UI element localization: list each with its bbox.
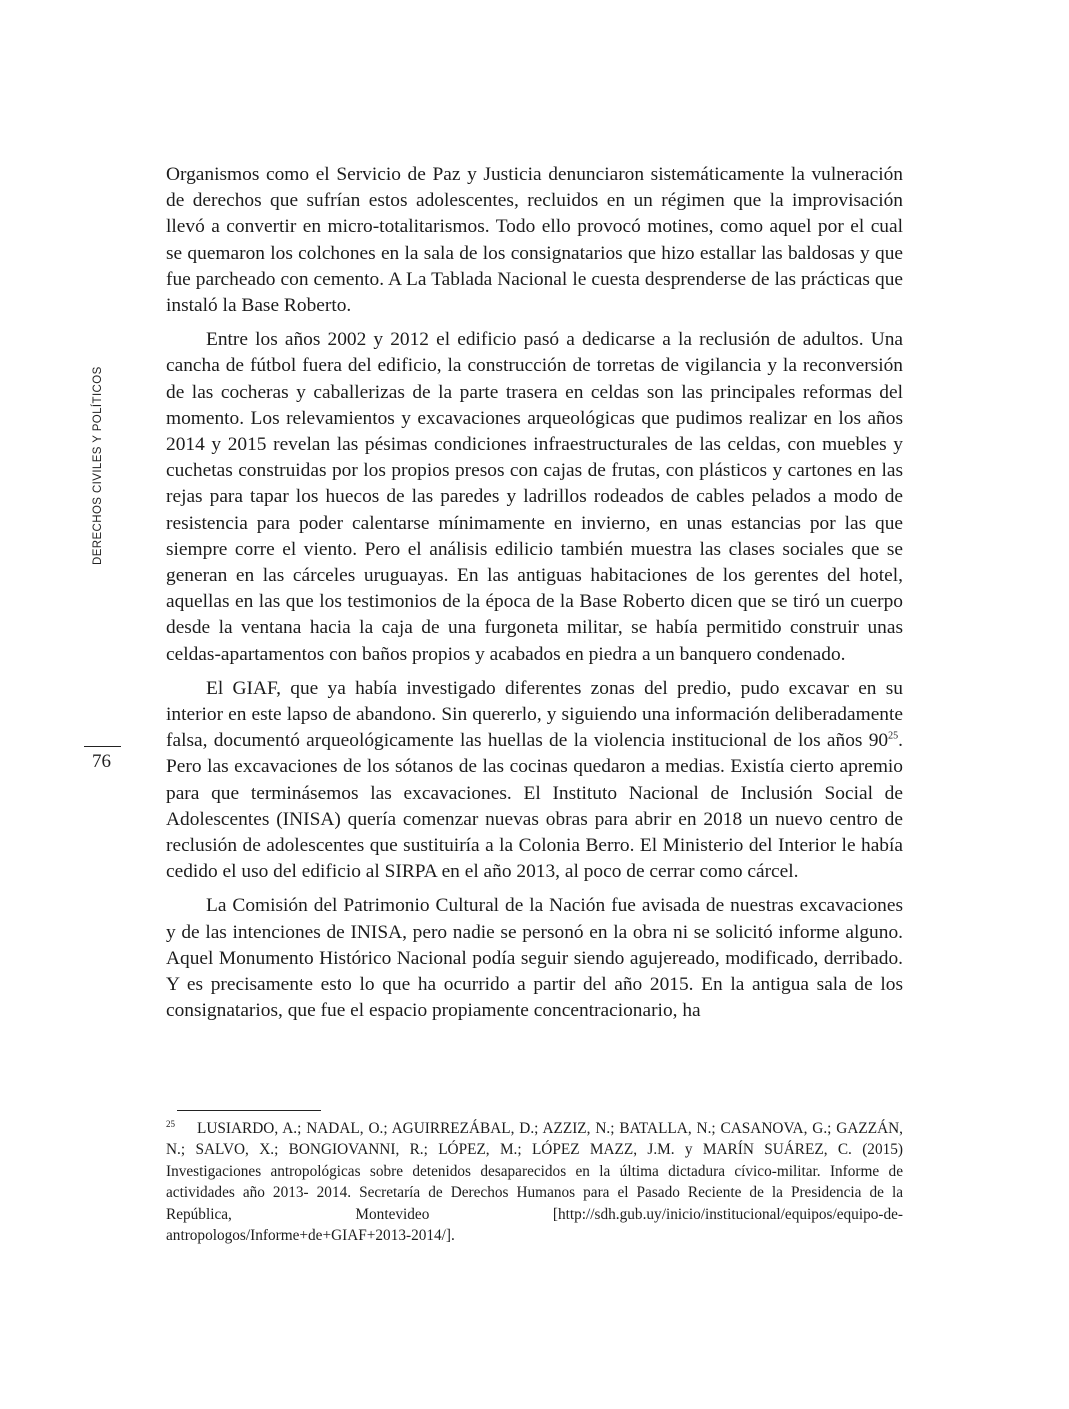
- running-section-title: DERECHOS CIVILES Y POLÍTICOS: [92, 366, 104, 565]
- body-text: [166, 162, 903, 1033]
- footnote: [166, 1118, 903, 1246]
- footnote-separator: [177, 1110, 321, 1111]
- paragraph-3-part-b: . Pero las excavaciones de los sótanos de las cocinas quedaron a medias. Existía cierto apremio para que terminásemos las excavaciones. El Instituto Nacional de Inclusión Social de Adolescentes (INISA) quería comenzar nuevas obras para abrir en 2018 un nuevo centro de reclusión de adolescentes que sustituiría a la Colonia Berro. El Ministerio del Interior le había cedido el uso del edificio al SIRPA en el año 2013, al poco de cerrar como cárcel.: [166, 730, 903, 883]
- footnote-mark: 25: [166, 1118, 175, 1129]
- page-number: 76: [92, 751, 111, 772]
- paragraph-4: La Comisión del Patrimonio Cultural de la Nación fue avisada de nuestras excavaciones y de las intenciones de INISA, pero nadie se personó en la obra ni se solicitó informe alguno. Aquel Monumento Histórico Nacional podía seguir siendo agujereado, modificado, derribado. Y es precisamente esto lo que ha ocurrido a partir del año 2015. En la antigua sala de los consignatarios, que fue el espacio propiamente concentracionario, ha: [166, 895, 903, 1022]
- paragraph-3: [166, 676, 903, 886]
- page-number-rule: [84, 746, 121, 747]
- footnote-text: LUSIARDO, A.; NADAL, O.; AGUIRREZÁBAL, D.; AZZIZ, N.; BATALLA, N.; CASANOVA, G.; GAZZÁN, N.; SALVO, X.; BONGIOVANNI, R.; LÓPEZ, M.; LÓPEZ MAZZ, J.M. y MARÍN SUÁREZ, C. (2015) Investigaciones antropológicas sobre detenidos desaparecidos en la última dictadura cívico-militar. Informe de actividades año 2013- 2014. Secretaría de Derechos Humanos para el Pasado Reciente de la Presidencia de la República, Montevideo [http://sdh.gub.uy/inicio/institucional/equipos/equipo-de-antropologos/Informe+de+GIAF+2013-2014/].: [166, 1120, 903, 1245]
- footnote-reference[interactable]: 25: [888, 730, 899, 742]
- paragraph-1: Organismos como el Servicio de Paz y Justicia denunciaron sistemáticamente la vulneración de derechos que sufrían estos adolescentes, recluidos en un régimen que la improvisación llevó a convertir en micro-totalitarismos. Todo ello provocó motines, como aquel por el cual se quemaron los colchones en la sala de los consignatarios que hizo estallar las baldosas y que fue parcheado con cemento. A La Tablada Nacional le cuesta desprenderse de las prácticas que instaló la Base Roberto.: [166, 164, 903, 317]
- paragraph-2: Entre los años 2002 y 2012 el edificio pasó a dedicarse a la reclusión de adultos. Una cancha de fútbol fuera del edificio, la construcción de torretas de vigilancia y la reconversión de las cocheras y caballerizas de la parte trasera en celdas son las principales reformas del momento. Los relevamientos y excavaciones arqueológicas que pudimos realizar en los años 2014 y 2015 revelan las pésimas condiciones infraestructurales de las celdas, con muebles y cuchetas construidas por los propios presos con cajas de frutas, con plásticos y cartones en las rejas para tapar los huecos de las paredes y ladrillos rodeados de cables pelados a modo de resistencia para poder calentarse mínimamente en invierno, en unas estancias por las que siempre corre el viento. Pero el análisis edilicio también muestra las clases sociales que se generan en las cárceles uruguayas. En las antiguas habitaciones de los gerentes del hotel, aquellas en las que los testimonios de la época de la Base Roberto dicen que se tiró un cuerpo desde la ventana hacia la caja de una furgoneta militar, se había permitido construir unas celdas-apartamentos con baños propios y acabados en piedra a un banquero condenado.: [166, 329, 903, 665]
- paragraph-3-part-a: El GIAF, que ya había investigado diferentes zonas del predio, pudo excavar en su interior en este lapso de abandono. Sin quererlo, y siguiendo una información deliberadamente falsa, documentó arqueológicamente las huellas de la violencia institucional de los años 90: [166, 677, 903, 752]
